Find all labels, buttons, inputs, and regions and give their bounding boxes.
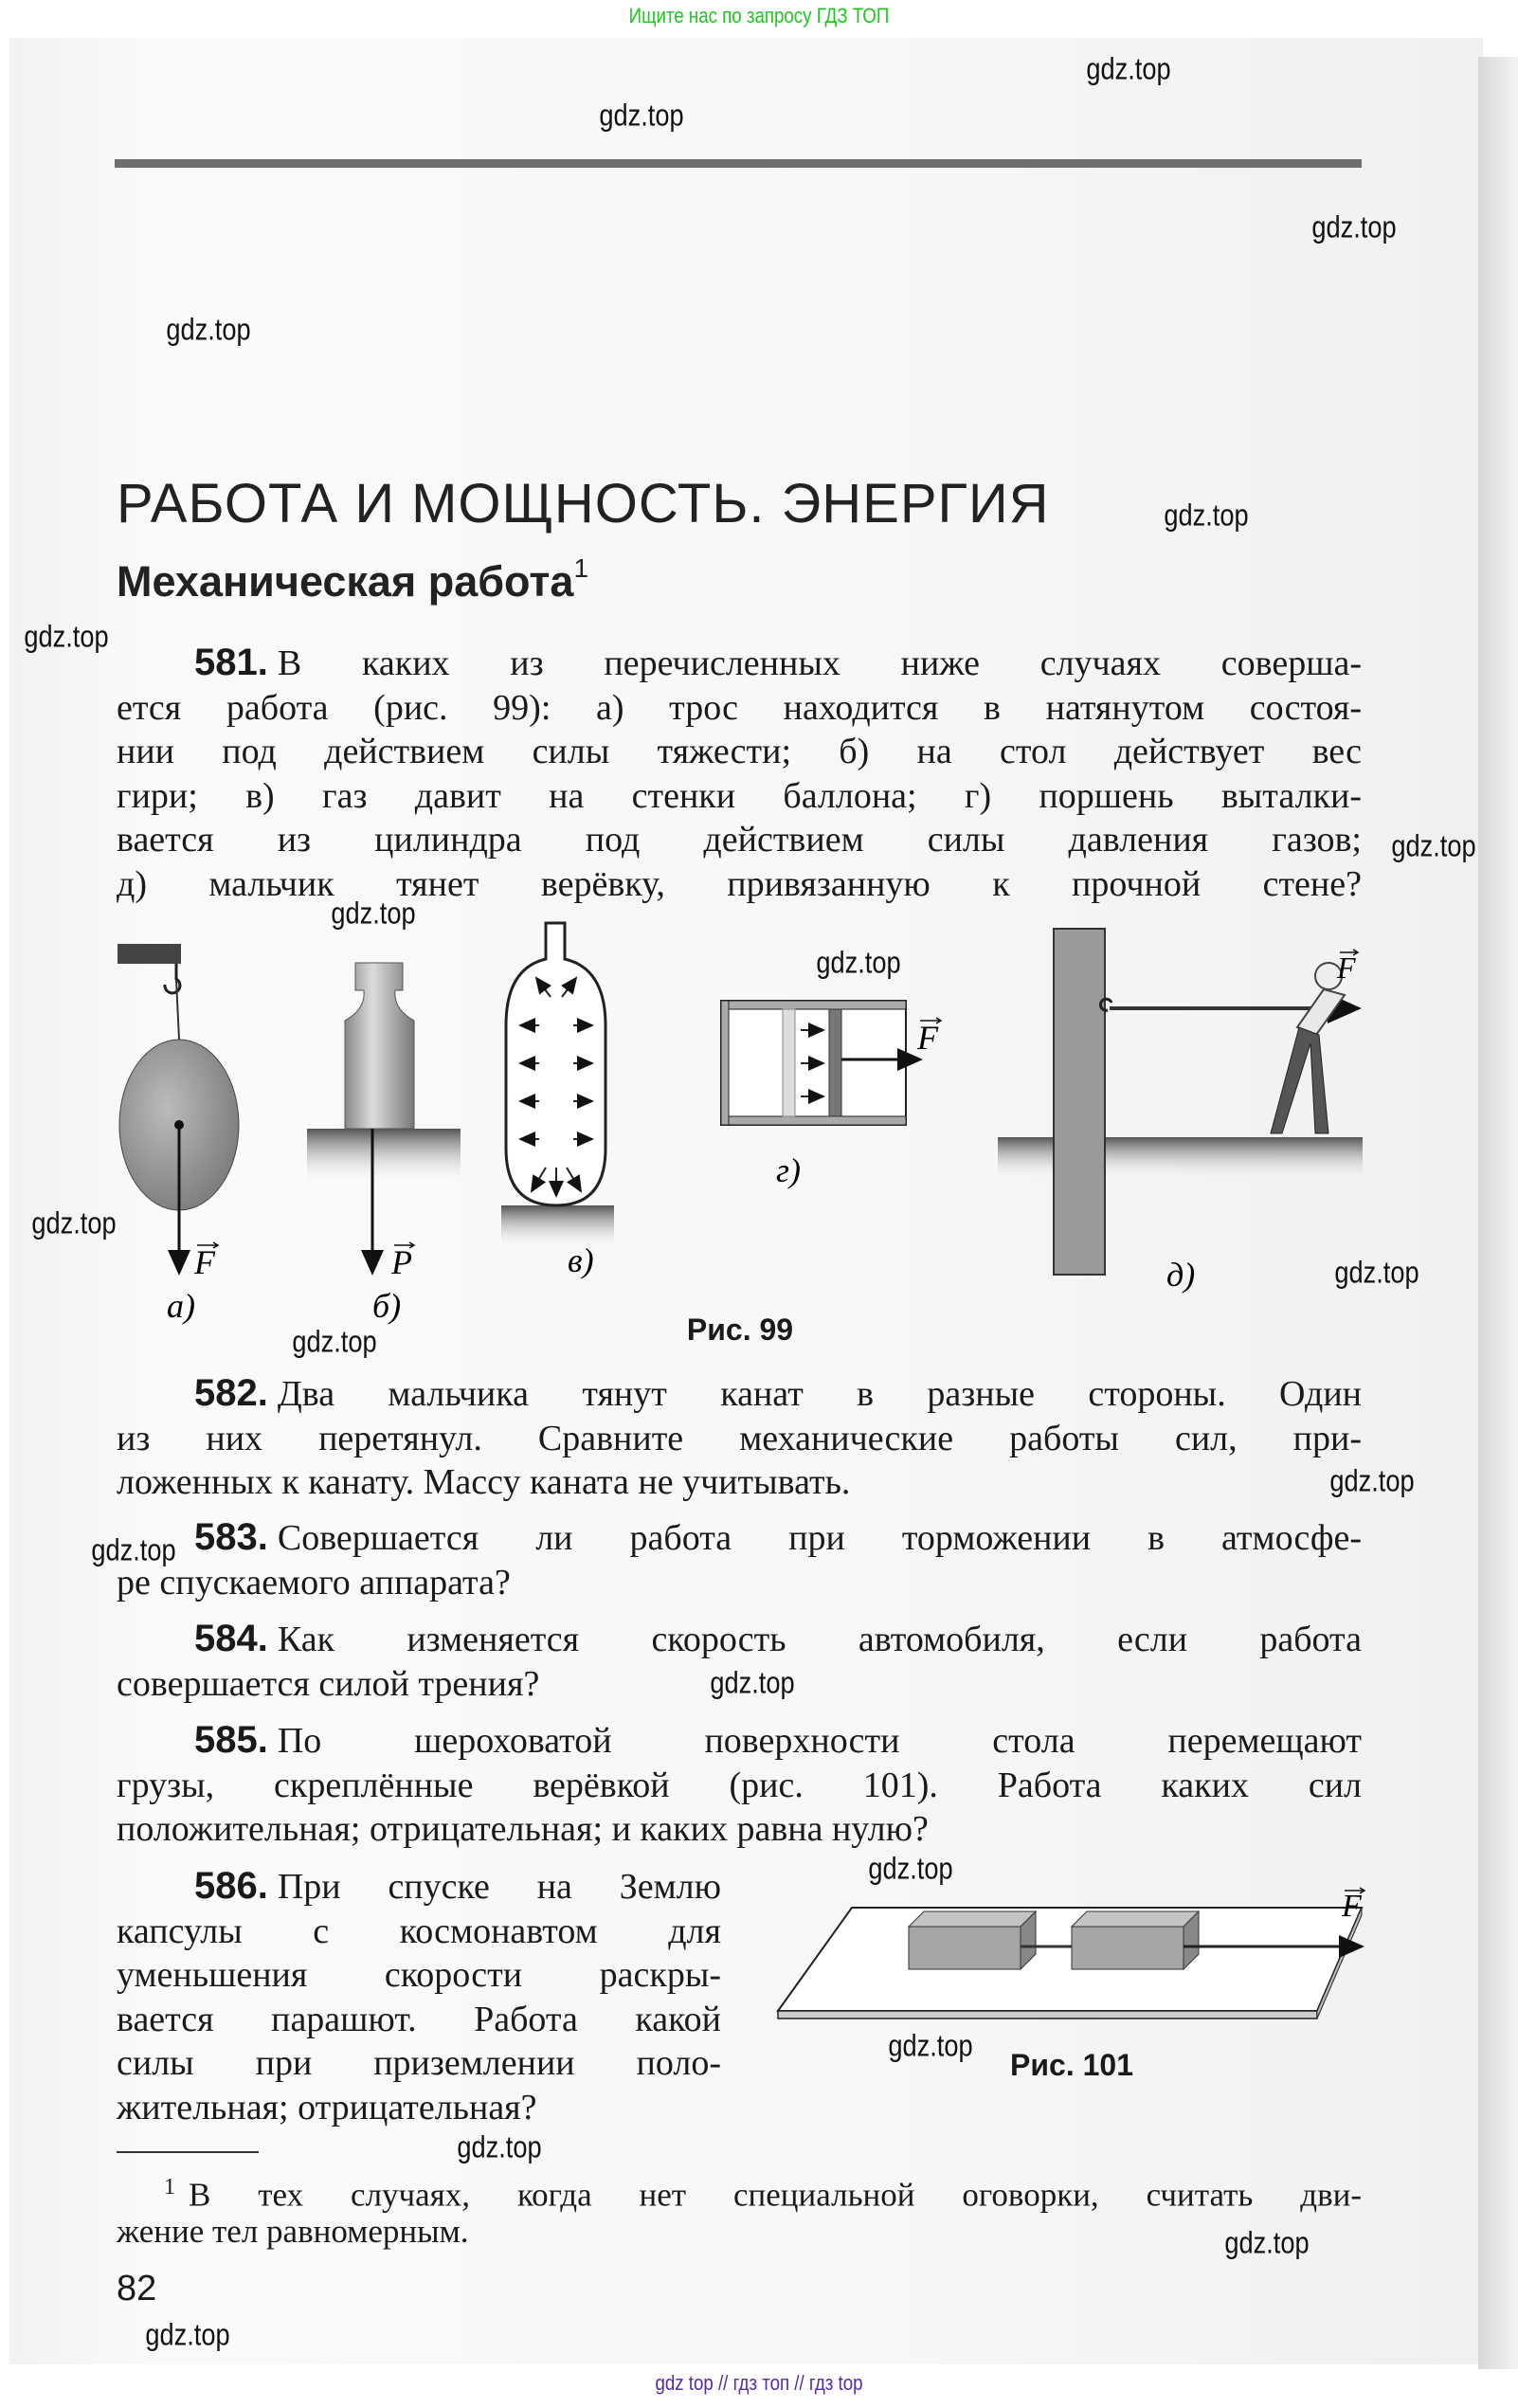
problem-number: 583. [194, 1516, 268, 1558]
fig-v-gas-cylinder [501, 923, 614, 1279]
footnote-marker: 1 [164, 2175, 175, 2200]
watermark: gdz.top [1329, 1463, 1415, 1498]
problem-text: силы при приземлении поло- [117, 2043, 721, 2083]
problem-text: д) мальчик тянет верёвку, привязанную к прочной стене? [117, 863, 1362, 904]
force-label: P [391, 1243, 412, 1281]
force-label: F [917, 1019, 938, 1057]
watermark: gdz.top [457, 2129, 542, 2164]
fig-label-g: г) [776, 1151, 802, 1189]
problem-text: капсулы с космонавтом для [117, 1910, 721, 1951]
cargo-box [909, 1911, 1036, 1969]
watermark: gdz.top [710, 1665, 795, 1700]
problem-text: из них перетянул. Сравните механические работы сил, при- [117, 1418, 1362, 1458]
watermark: gdz.top [1164, 498, 1249, 533]
problem-text: При спуске на Землю [277, 1867, 721, 1907]
problem-text: нии под действием силы тяжести; б) на стол действует вес [117, 732, 1362, 771]
force-label: F [1337, 951, 1356, 985]
problem-text: Два мальчика тянут канат в разные стороны. Один [277, 1374, 1362, 1414]
watermark: gdz.top [816, 945, 901, 980]
watermark: gdz.top [1334, 1255, 1419, 1290]
section-title: Механическая работа [117, 557, 574, 606]
problem-number: 585. [194, 1719, 268, 1761]
problem-text: жительная; отрицательная? [117, 2087, 537, 2127]
search-banner: Ищите нас по запросу ГДЗ ТОП [628, 4, 890, 27]
watermark: gdz.top [888, 2028, 973, 2063]
watermark: gdz.top [599, 98, 684, 133]
figure-99-caption: Рис. 99 [686, 1313, 794, 1347]
footnote-marker: 1 [573, 553, 589, 583]
problem-text: вается из цилиндра под действием силы давления газов; [117, 820, 1362, 860]
watermark: gdz.top [91, 1532, 176, 1567]
fig-g-piston [721, 1001, 941, 1189]
figure-101 [775, 1857, 1382, 2028]
problem-text: Совершается ли работа при торможении в атмосфе- [277, 1518, 1362, 1558]
footnote-rule [117, 2151, 259, 2153]
problem-text: грузы, скреплённые верёвкой (рис. 101). Работа каких сил [117, 1765, 1362, 1805]
watermark: gdz.top [1086, 51, 1171, 86]
chapter-heading: РАБОТА И МОЩНОСТЬ. ЭНЕРГИЯ [117, 473, 1050, 534]
footnote-text: В тех случаях, когда нет специальной оговорки, считать дви- [189, 2176, 1362, 2214]
figure-101-caption: Рис. 101 [1010, 2048, 1133, 2082]
page-number: 82 [117, 2269, 157, 2308]
fig-a-hanging-ball [117, 944, 239, 1325]
watermark: gdz.top [24, 619, 109, 654]
problem-text: В каких из перечисленных ниже случаях соверша- [277, 643, 1362, 683]
problem-text: По шероховатой поверхности стола перемещают [277, 1721, 1362, 1761]
watermark: gdz.top [1391, 828, 1476, 863]
footnote-text: жение тел равномерным. [117, 2212, 469, 2250]
force-label: F [1342, 1889, 1362, 1924]
problem-text: ре спускаемого аппарата? [117, 1562, 511, 1602]
problem-text: Как изменяется скорость автомобиля, если работа [277, 1620, 1362, 1659]
fig-label-b: б) [372, 1287, 402, 1325]
problem-number: 584. [194, 1618, 268, 1659]
watermark: gdz.top [145, 2317, 230, 2352]
problem-583 [117, 1516, 1362, 1604]
problem-text: совершается силой трения? [117, 1663, 540, 1704]
footnote [117, 2165, 1362, 2254]
problem-text: ется работа (рис. 99): а) трос находится в натянутом состоя- [117, 687, 1362, 728]
problem-581 [117, 642, 1362, 906]
top-rule [115, 159, 1362, 168]
problem-582 [117, 1372, 1362, 1505]
problem-585 [117, 1719, 1362, 1852]
problem-text: ложенных к канату. Массу каната не учитывать. [117, 1462, 851, 1502]
force-label: F [194, 1243, 215, 1281]
problem-number: 586. [194, 1865, 268, 1907]
watermark: gdz.top [331, 896, 416, 931]
problem-text: положительная; отрицательная; и каких равна нулю? [117, 1809, 929, 1849]
problem-text: вается парашют. Работа какой [117, 1999, 721, 2039]
problem-text: уменьшения скорости раскры- [117, 1955, 721, 1995]
fig-label-a: а) [167, 1287, 195, 1325]
watermark: gdz.top [1311, 209, 1397, 244]
fig-b-weight-on-table [307, 963, 461, 1325]
footer-links: gdz top // гдз топ // гдз top [655, 2371, 863, 2395]
problem-text: гири; в) газ давит на стенки баллона; г) поршень выталки- [117, 775, 1362, 816]
watermark: gdz.top [166, 312, 251, 347]
watermark: gdz.top [868, 1851, 953, 1886]
problem-number: 582. [194, 1372, 268, 1414]
watermark: gdz.top [1224, 2225, 1310, 2260]
fig-label-v: в) [568, 1241, 594, 1279]
watermark: gdz.top [31, 1205, 117, 1240]
problem-number: 581. [194, 642, 268, 683]
cargo-box [1072, 1911, 1199, 1969]
watermark: gdz.top [292, 1324, 377, 1359]
fig-d-boy-pulling-rope [998, 929, 1363, 1294]
fig-label-d: д) [1166, 1256, 1196, 1294]
section-heading [117, 553, 589, 607]
figure-99 [115, 921, 1375, 1367]
page-edge-shadow [1478, 57, 1518, 2369]
problem-586 [117, 1865, 721, 2129]
